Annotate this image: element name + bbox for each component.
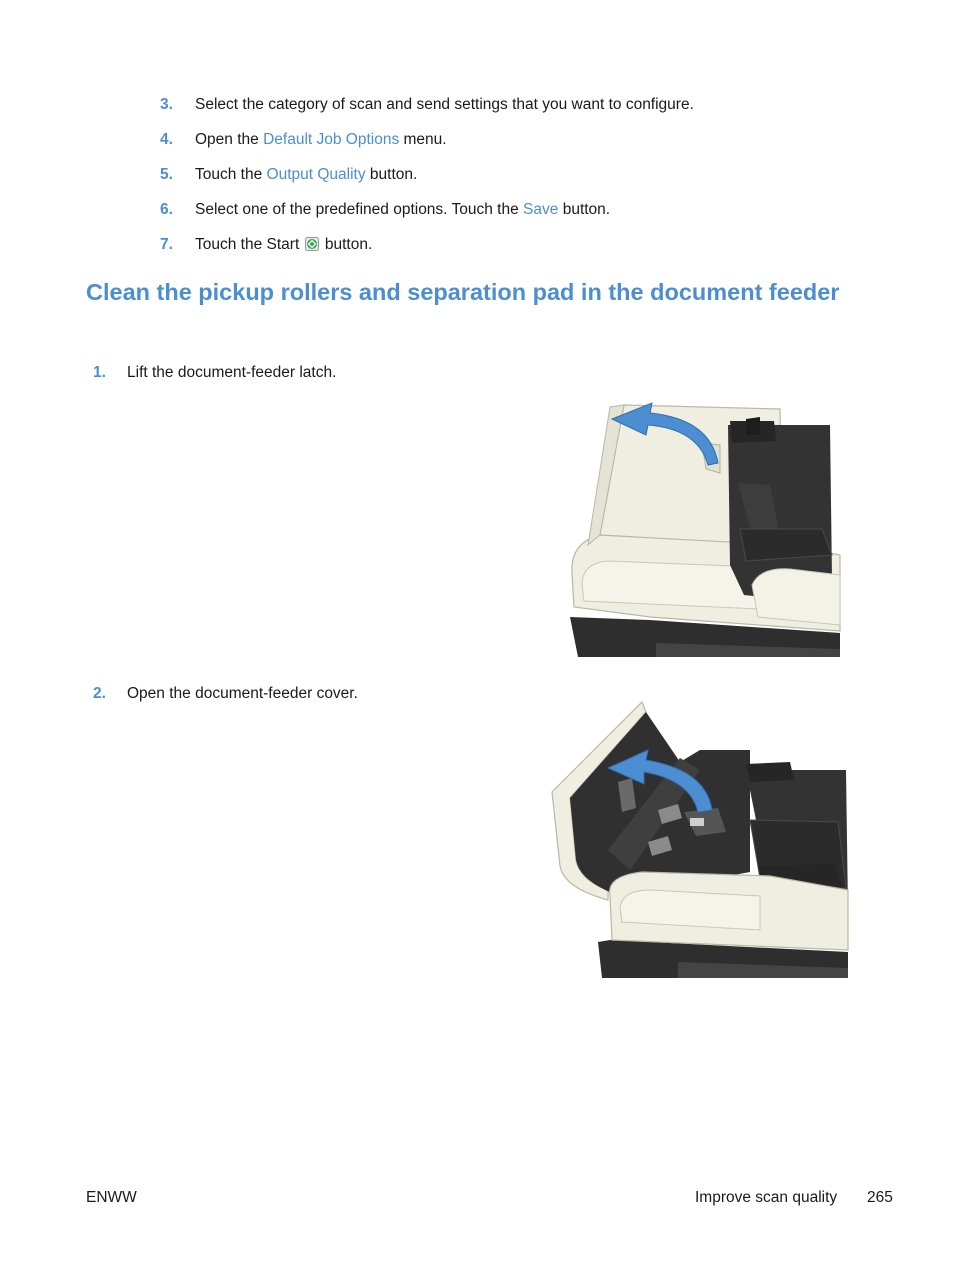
- step-text: [195, 235, 372, 255]
- step-text: [195, 130, 447, 150]
- step-text: [195, 165, 417, 185]
- document-feeder-latch-illustration: [560, 395, 842, 657]
- save-link[interactable]: Save: [523, 201, 559, 218]
- footer-section-title: Improve scan quality: [695, 1189, 838, 1206]
- step-number: 1.: [93, 364, 106, 381]
- step-text: Select the category of scan and send settings that you want to configure.: [195, 96, 694, 113]
- step-number: 3.: [160, 96, 173, 113]
- step-text-after: button.: [320, 236, 373, 253]
- footer-left: ENWW: [86, 1189, 137, 1206]
- page-number: 265: [867, 1189, 893, 1206]
- default-job-options-link[interactable]: Default Job Options: [263, 131, 400, 148]
- document-feeder-cover-illustration: [550, 700, 850, 978]
- step-text-before: Open the: [195, 131, 264, 148]
- step-text-after: button.: [558, 201, 611, 218]
- step-text-before: Select one of the predefined options. Touch the: [195, 201, 524, 218]
- step-text-after: button.: [365, 166, 418, 183]
- output-quality-link[interactable]: Output Quality: [266, 166, 366, 183]
- step-number: 4.: [160, 131, 173, 148]
- step-number: 6.: [160, 201, 173, 218]
- step-number: 2.: [93, 685, 106, 702]
- step-number: 5.: [160, 166, 173, 183]
- step-text: Lift the document-feeder latch.: [127, 364, 337, 381]
- step-text-after: menu.: [399, 131, 447, 148]
- step-text: Open the document-feeder cover.: [127, 685, 358, 702]
- section-heading: Clean the pickup rollers and separation pad in the document feeder: [86, 279, 840, 305]
- step-number: 7.: [160, 236, 173, 253]
- start-button-icon: [305, 237, 319, 251]
- step-text-before: Touch the: [195, 166, 267, 183]
- step-text: [195, 200, 610, 220]
- step-text-before: Touch the Start: [195, 236, 304, 253]
